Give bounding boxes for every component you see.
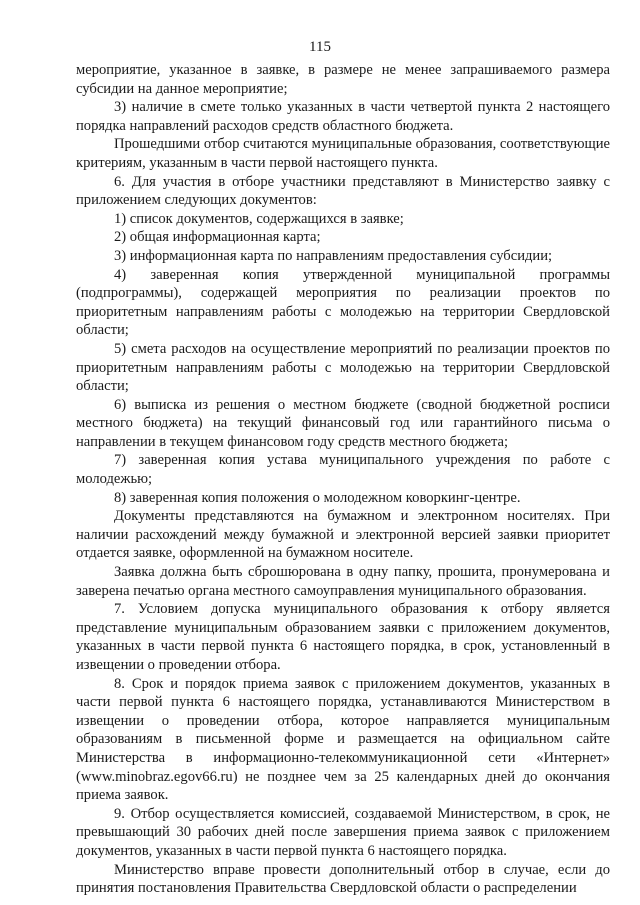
list-item: 4) заверенная копия утвержденной муниципальной программы (подпрограммы), содержащей мероприятия по реализации проектов по приоритетным направлениям работы с молодежью на территории Свердловской области; (76, 266, 610, 339)
paragraph: Прошедшими отбор считаются муниципальные образования, соответствующие критериям, указанным в части первой настоящего пункта. (76, 136, 610, 171)
page-number: 115 (309, 39, 331, 55)
paragraph: 3) наличие в смете только указанных в части четвертой пункта 2 настоящего порядка направлений расходов средств областного бюджета. (76, 99, 610, 134)
document-body (76, 61, 610, 898)
paragraph: 9. Отбор осуществляется комиссией, создаваемой Министерством, в срок, не превышающий 30 рабочих дней после завершения приема заявок с приложением документов, указанных в части первой пункта 6 настоящего порядка. (76, 805, 610, 859)
paragraph: Документы представляются на бумажном и электронном носителях. При наличии расхождений между бумажной и электронной версией заявки приоритет отдается заявке, оформленной на бумажном носителе. (76, 508, 610, 562)
list-item: 7) заверенная копия устава муниципального учреждения по работе с молодежью; (76, 452, 610, 488)
paragraph: 7. Условием допуска муниципального образования к отбору является представление муниципальным образованием заявки с приложением документов, указанных в части первой пункта 6 настоящего порядка, в срок, установленный в извещении о проведении отбора. (76, 601, 610, 673)
list-item: 2) общая информационная карта; (114, 229, 321, 246)
paragraph: Министерство вправе провести дополнительный отбор в случае, если до принятия постановления Правительства Свердловской области о распределении (76, 861, 610, 897)
list-item: 8) заверенная копия положения о молодежном коворкинг-центре. (114, 489, 521, 506)
paragraph: 8. Срок и порядок приема заявок с приложением документов, указанных в части первой пункта 6 настоящего порядка, устанавливаются Министерством в извещении о проведении отбора, которое направляется муниципальным образованиям в письменной форме и размещается на официальном сайте Министерства в информационно-телекоммуникационной сети «Интернет» (www.minobraz.egov66.ru) не позднее чем за 25 календарных дней до окончания приема заявок. (76, 675, 610, 804)
paragraph: мероприятие, указанное в заявке, в размере не менее запрашиваемого размера субсидии на данное мероприятие; (76, 62, 610, 97)
list-item: 1) список документов, содержащихся в заявке; (114, 210, 404, 227)
list-item: 3) информационная карта по направлениям предоставления субсидии; (114, 247, 553, 264)
list-item: 6) выписка из решения о местном бюджете (сводной бюджетной росписи местного бюджета) на текущий финансовый год или гарантийного письма о направлении в текущем финансовом году средств местного бюджета; (76, 396, 610, 450)
paragraph: 6. Для участия в отборе участники представляют в Министерство заявку с приложением следующих документов: (76, 173, 610, 209)
list-item: 5) смета расходов на осуществление мероприятий по реализации проектов по приоритетным направлениям работы с молодежью на территории Свердловской области; (76, 340, 610, 395)
paragraph: Заявка должна быть сброшюрована в одну папку, прошита, пронумерована и заверена печатью органа местного самоуправления муниципального образования. (76, 564, 610, 599)
